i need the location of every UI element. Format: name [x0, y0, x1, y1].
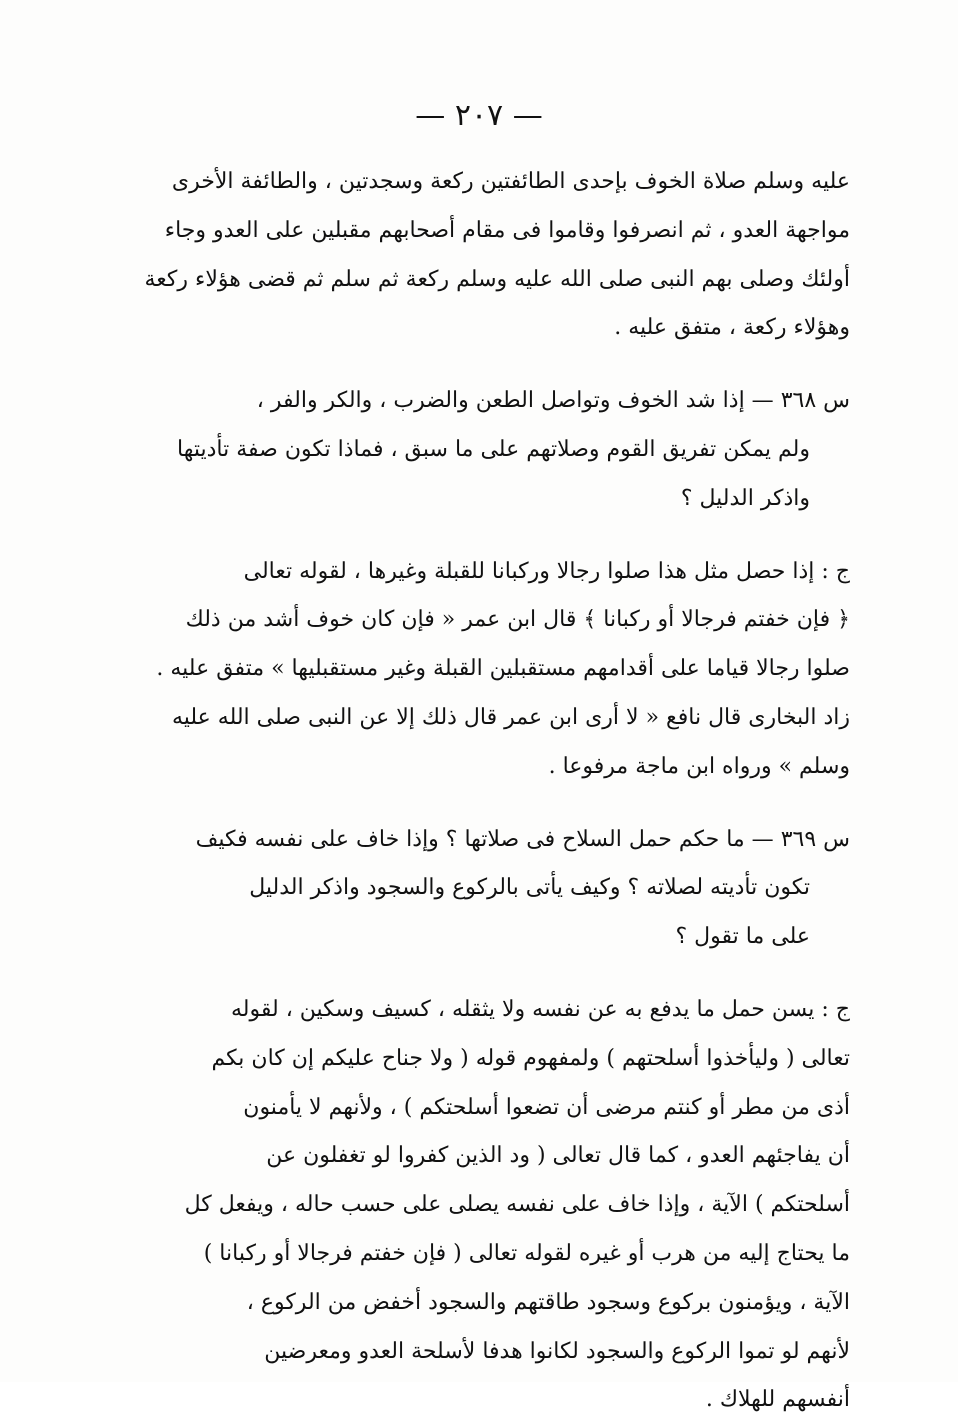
answer-line: وسلم » ورواه ابن ماجة مرفوعا . [548, 753, 850, 779]
paragraph-continuation [144, 158, 850, 353]
page-number: — ٢٠٧ — [415, 98, 543, 133]
answer-368 [156, 548, 850, 792]
question-line: واذكر الدليل ؟ [680, 485, 810, 511]
answer-line: الآية ، ويؤمنون بركوع وسجود طاقتهم والسجود أخفض من الركوع ، [246, 1289, 850, 1315]
answer-369 [178, 986, 850, 1425]
question-line: س ٣٦٩ — ما حكم حمل السلاح فى صلاتها ؟ وإذا خاف على نفسه فكيف [195, 826, 850, 852]
answer-line: أن يفاجئهم العدو ، كما قال تعالى ( ود الذين كفروا لو تغفلون عن [266, 1143, 850, 1169]
text-line: عليه وسلم صلاة الخوف بإحدى الطائفتين ركعة وسجدتين ، والطائفة الأخرى [171, 169, 850, 194]
answer-line: ما يحتاج إليه من هرب أو غيره لقوله تعالى ( فإن خفتم فرجالا أو ركبانا ) [203, 1240, 850, 1266]
answer-line: أذى من مطر أو كنتم مرضى أن تضعوا أسلحتكم ) ، ولأنهم لا يأمنون [243, 1094, 850, 1120]
question-line: على ما تقول ؟ [675, 924, 810, 950]
question-line: ولم يمكن تفريق القوم وصلاتهم على ما سبق ، فماذا تكون صفة تأديتها [177, 436, 810, 462]
answer-line: أسلحتكم ) الآية ، وإذا خاف على نفسه يصلى على حسب حاله ، ويفعل كل [184, 1192, 850, 1218]
answer-line: ج : يسن حمل ما يدفع به عن نفسه ولا يثقله ، كسيف وسكين ، لقوله [231, 996, 850, 1022]
question-368 [178, 377, 850, 523]
question-line: تكون تأديته لصلاته ؟ وكيف يأتى بالركوع والسجود واذكر الدليل [249, 875, 810, 901]
text-line: مواجهة العدو ، ثم انصرفوا وقاموا فى مقام أصحابهم مقبلين على العدو وجاء [164, 217, 850, 243]
answer-line: ﴿ فإن خفتم فرجالا أو ركبانا ﴾ قال ابن عمر « فإن كان خوف أشد من ذلك [185, 607, 850, 633]
answer-line: زاد البخارى قال نافع « لا أرى ابن عمر قال ذلك إلا عن النبى صلى الله عليه [171, 704, 850, 730]
answer-line: تعالى ( وليأخذوا أسلحتهم ) ولمفهوم قوله ( ولا جناح عليكم إن كان بكم [211, 1045, 850, 1071]
answer-line: أنفسهم للهلاك . [705, 1387, 850, 1413]
page-body [144, 158, 850, 1425]
text-line: أولئك وصلى بهم النبى صلى الله عليه وسلم ركعة ثم سلم ثم قضى هؤلاء ركعة [144, 266, 850, 292]
text-line: وهؤلاء ركعة ، متفق عليه . [614, 315, 850, 341]
answer-line: ج : إذا حصل مثل هذا صلوا رجالا وركبانا للقبلة وغيرها ، لقوله تعالى [243, 558, 850, 584]
answer-line: صلوا رجالا قياما على أقدامهم مستقبلين القبلة وغير مستقبليها » متفق عليه . [156, 656, 850, 682]
question-369 [178, 816, 850, 962]
answer-line: لأنهم لو تموا الركوع والسجود لكانوا هدفا لأسلحة العدو ومعرضين [264, 1338, 850, 1364]
question-line: س ٣٦٨ — إذا شد الخوف وتواصل الطعن والضرب ، والكر والفر ، [256, 388, 850, 414]
